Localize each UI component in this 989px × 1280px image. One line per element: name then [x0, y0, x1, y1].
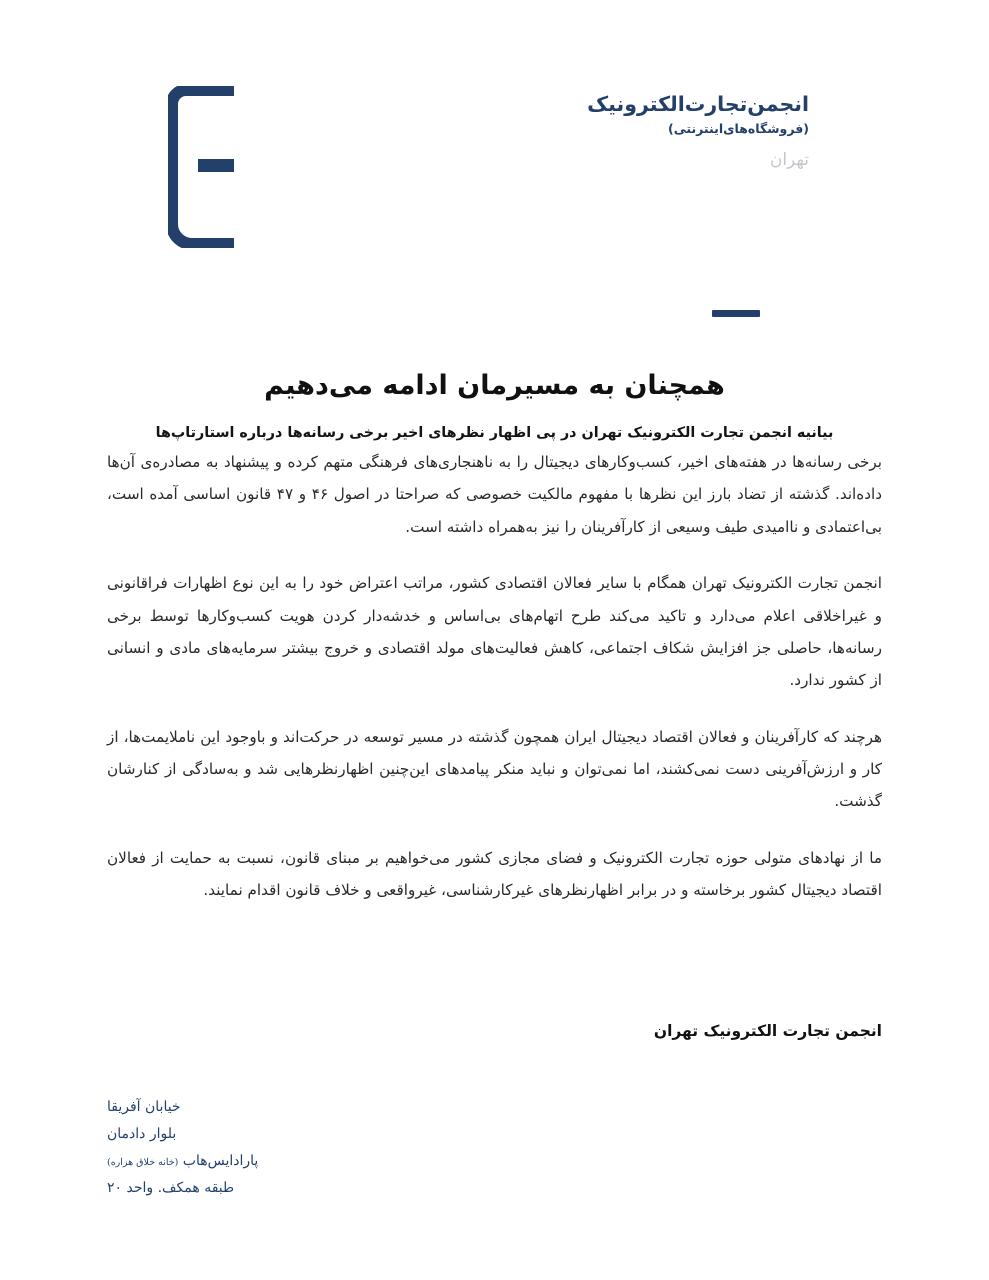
- body-paragraph: هرچند که کارآفرینان و فعالان اقتصاد دیجیتال ایران همچون گذشته در مسیر توسعه در حرکت‌اند و باوجود این ناملایمت‌ها، از کار و ارزش‌آفرینی دست نمی‌کشند، اما نمی‌توان و نباید منکر پیامدهای این‌چنین اظهارنظرهایی شد و به‌سادگی از کنارشان گذشت.: [107, 727, 882, 811]
- address-footer: [107, 1094, 882, 1202]
- document-body: [107, 446, 882, 907]
- organization-name: انجمن‌تجارت‌الکترونیک: [587, 92, 809, 116]
- venue-alias: (خانه خلاق هزاره): [107, 1157, 179, 1169]
- address-line-venue: [107, 1148, 882, 1175]
- accent-rule-divider: [712, 310, 760, 317]
- address-line-street: خیابان آفریقا: [107, 1099, 181, 1115]
- venue-name: پارادایس‌هاب: [182, 1153, 259, 1170]
- address-line-boulevard: بلوار دادمان: [107, 1126, 177, 1143]
- organization-identity: [587, 92, 809, 171]
- document-subtitle: بیانیه انجمن تجارت الکترونیک تهران در پی اظهار نظرهای اخیر برخی رسانه‌ها درباره استارتاپ‌ها: [155, 425, 834, 442]
- organization-subtitle: (فروشگاه‌های‌اینترنتی): [667, 120, 809, 136]
- letterhead: [0, 82, 989, 272]
- body-paragraph: ما از نهادهای متولی حوزه تجارت الکترونیک و فضای مجازی کشور می‌خواهیم بر مبنای قانون، نسبت به حمایت از فعالان اقتصاد دیجیتال کشور برخاسته و در برابر اظهارنظرهای غیرکارشناسی، غیرواقعی و خلاف قانون اقدام نمایند.: [107, 848, 882, 900]
- organization-logo-icon: [168, 86, 240, 248]
- body-paragraph: برخی رسانه‌ها در هفته‌های اخیر، کسب‌وکارهای دیجیتال را به ناهنجاری‌های فرهنگی متهم کرده و پیشنهاد به مصادره‌ی آن‌ها داده‌اند. گذشته از تضاد بارز این نظرها با مفهوم مالکیت خصوصی که صراحتا در اصول ۴۶ و ۴۷ قانون اساسی آمده است، بی‌اعتمادی و ناامیدی طیف وسیعی از کارآفرینان را نیز به‌همراه داشته است.: [107, 453, 882, 536]
- title-block: [0, 348, 989, 445]
- body-paragraph: انجمن تجارت الکترونیک تهران همگام با سایر فعالان اقتصادی کشور، مراتب اعتراض خود را به این نوع اظهارات فراقانونی و غیراخلاقی اعلام می‌دارد و تاکید می‌کند طرح اتهام‌های بی‌اساس و خدشه‌دار کردن هویت کسب‌وکارها توسط برخی رسانه‌ها، حاصلی جز افزایش شکاف اجتماعی، کاهش فعالیت‌های مولد اقتصادی و خروج بیشتر سرمایه‌های مادی و انسانی از کشور ندارد.: [107, 574, 882, 690]
- document-title: همچنان به مسیرمان ادامه می‌دهیم: [264, 370, 725, 402]
- signature-name: انجمن تجارت الکترونیک تهران: [653, 1022, 882, 1040]
- organization-city: تهران: [769, 149, 809, 170]
- address-line-floor-unit: طبقه همکف. واحد ۲۰: [107, 1180, 235, 1197]
